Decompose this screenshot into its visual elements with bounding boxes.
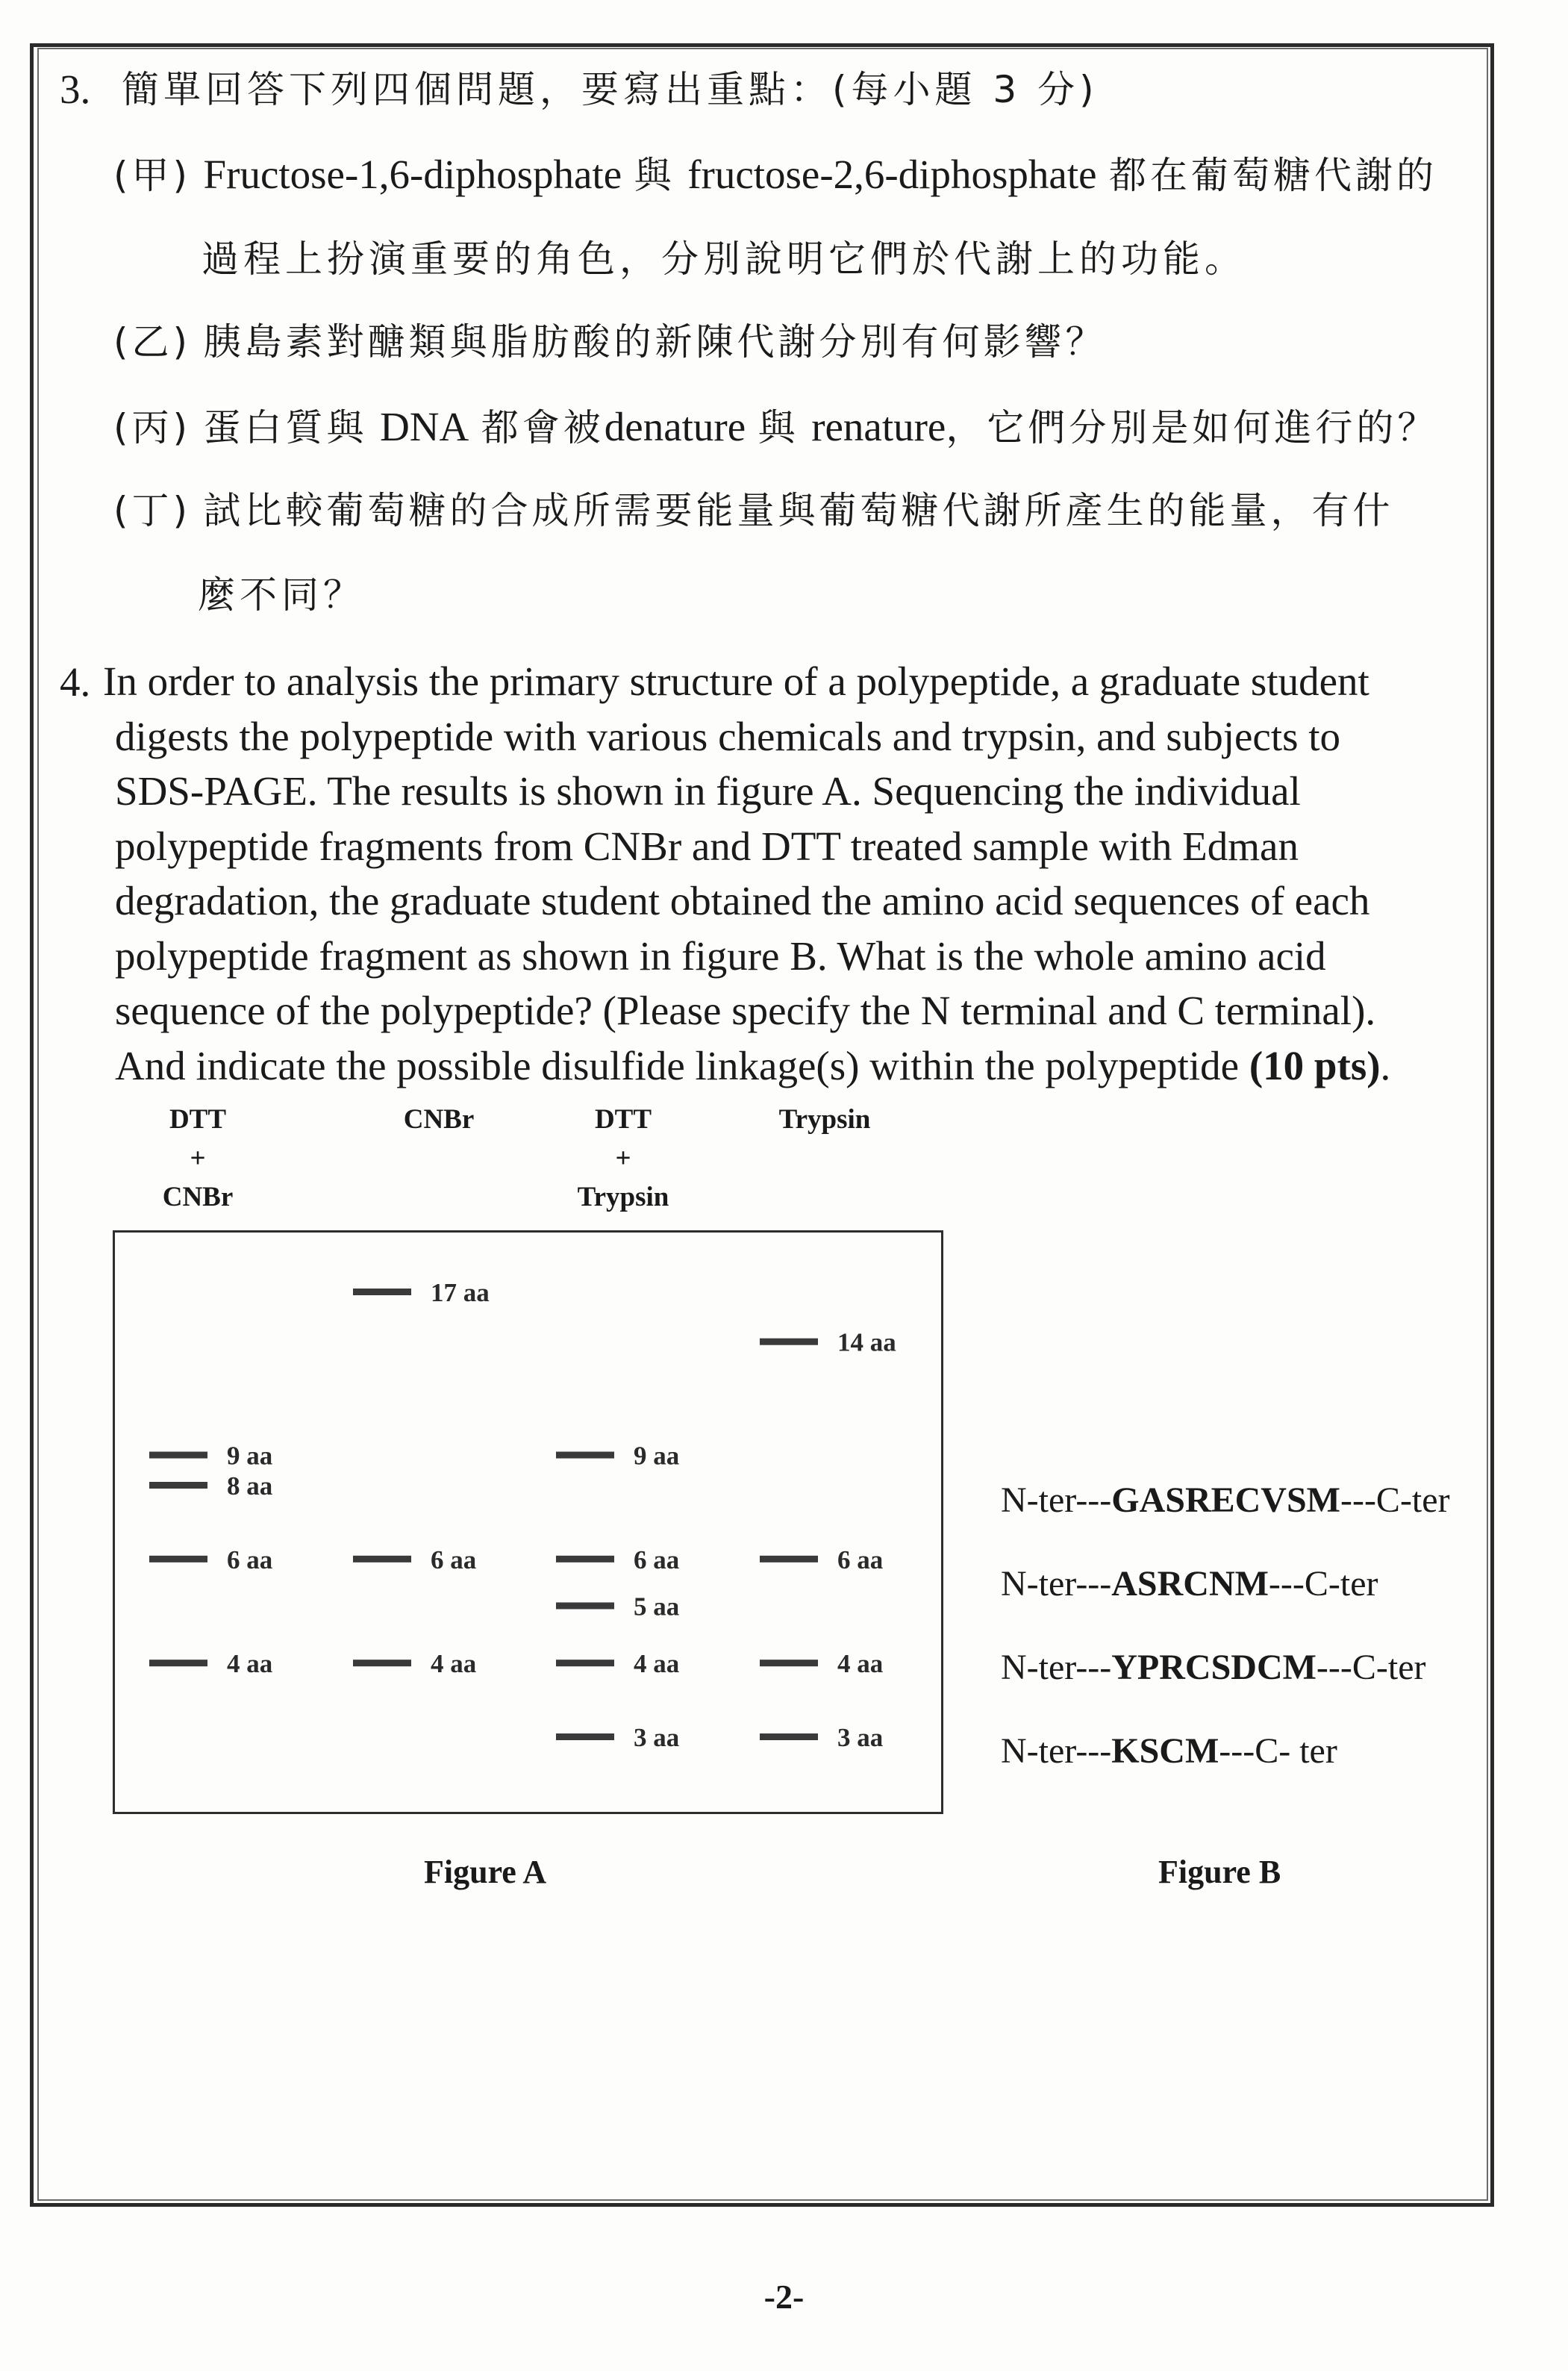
q3-d-label: (丁) [113, 489, 192, 532]
band-label: 6 aa [634, 1545, 680, 1574]
gel-band [149, 1482, 207, 1489]
q3-number: 3. [60, 66, 91, 112]
gel-band [353, 1556, 411, 1563]
figure-a-caption: Figure A [424, 1854, 547, 1890]
q4-line: sequence of the polypeptide? (Please specify the N terminal and C terminal). [115, 988, 1376, 1033]
gel-band [556, 1556, 614, 1563]
q3-c: (丙) 蛋白質與 DNA 都會被denature 與 renature，它們分別是如何進行的？ [113, 404, 1439, 449]
lane-header-4: Trypsin [778, 1104, 871, 1135]
gel-band [760, 1660, 818, 1666]
gel-band [149, 1452, 207, 1459]
lane-header-2: CNBr [403, 1104, 475, 1135]
q3-a-line2: 過程上扮演重要的角色，分別說明它們於代謝上的功能。 [202, 237, 1246, 281]
q4-line: degradation, the graduate student obtained the amino acid sequences of each [115, 878, 1370, 923]
lane-header-1: DTT + CNBr [162, 1104, 234, 1212]
band-label: 4 aa [634, 1649, 680, 1679]
gel-band [353, 1660, 411, 1666]
q4-line: digests the polypeptide with various chemicals and trypsin, and subjects to [115, 713, 1341, 759]
lane-header-3: DTT + Trypsin [577, 1104, 669, 1212]
q3-d-line2: 麼不同？ [198, 573, 365, 617]
q4-line: In order to analysis the primary structure of a polypeptide, a graduate student [103, 658, 1369, 704]
band-label: 4 aa [837, 1649, 884, 1679]
q4-line: polypeptide fragment as shown in figure B. What is the whole amino acid [115, 932, 1326, 979]
band-label: 17 aa [431, 1278, 490, 1307]
gel-band [760, 1556, 818, 1563]
gel-band [556, 1660, 614, 1666]
gel-band [760, 1733, 818, 1740]
q4-line: polypeptide fragments from CNBr and DTT treated sample with Edman [115, 823, 1299, 869]
q4-number: 4. [60, 659, 91, 705]
sequence-1: N-ter---GASRECVSM---C-ter [1001, 1480, 1450, 1520]
q3-header: 簡單回答下列四個問題，要寫出重點：(每小題 3 分) [122, 68, 1099, 111]
q3-a-line1: (甲) Fructose-1,6-diphosphate 與 fructose-2,6-diphosphate 都在葡萄糖代謝的 [113, 152, 1438, 197]
q3-b: (乙) 胰島素對醣類與脂肪酸的新陳代謝分別有何影響？ [113, 320, 1107, 364]
band-label: 5 aa [634, 1592, 680, 1621]
sequence-2: N-ter---ASRCNM---C-ter [1001, 1564, 1378, 1604]
gel-band [149, 1660, 207, 1666]
band-label: 14 aa [837, 1327, 896, 1357]
gel-band [556, 1602, 614, 1609]
band-label: 6 aa [431, 1545, 477, 1574]
q4-line: SDS-PAGE. The results is shown in figure A. Sequencing the individual [115, 768, 1301, 814]
page-number: -2- [763, 2278, 805, 2316]
sequence-4: N-ter---KSCM---C- ter [1001, 1731, 1337, 1771]
figure-b-caption: Figure B [1158, 1854, 1281, 1890]
band-label: 8 aa [227, 1471, 273, 1501]
gel-band [556, 1733, 614, 1740]
q3-c-label: (丙) [113, 406, 192, 449]
band-label: 3 aa [837, 1723, 884, 1752]
q3-a-label: (甲) [113, 154, 192, 197]
q3-d-line1: (丁) 試比較葡萄糖的合成所需要能量與葡萄糖代謝所產生的能量，有什 [113, 489, 1394, 532]
band-label: 9 aa [227, 1441, 273, 1471]
gel-band [760, 1339, 818, 1345]
band-label: 6 aa [837, 1545, 884, 1574]
q4-points: (10 pts) [1249, 1042, 1381, 1088]
band-label: 3 aa [634, 1723, 680, 1752]
q3-b-label: (乙) [113, 320, 192, 364]
band-label: 4 aa [431, 1649, 477, 1679]
sequence-3: N-ter---YPRCSDCM---C-ter [1001, 1648, 1426, 1687]
band-label: 9 aa [634, 1441, 680, 1471]
q4-line-last: And indicate the possible disulfide linkage(s) within the polypeptide (10 pts). [115, 1042, 1391, 1088]
gel-band [353, 1289, 411, 1295]
band-label: 6 aa [227, 1545, 273, 1574]
gel-band [149, 1556, 207, 1563]
gel-band [556, 1452, 614, 1459]
band-label: 4 aa [227, 1649, 273, 1679]
